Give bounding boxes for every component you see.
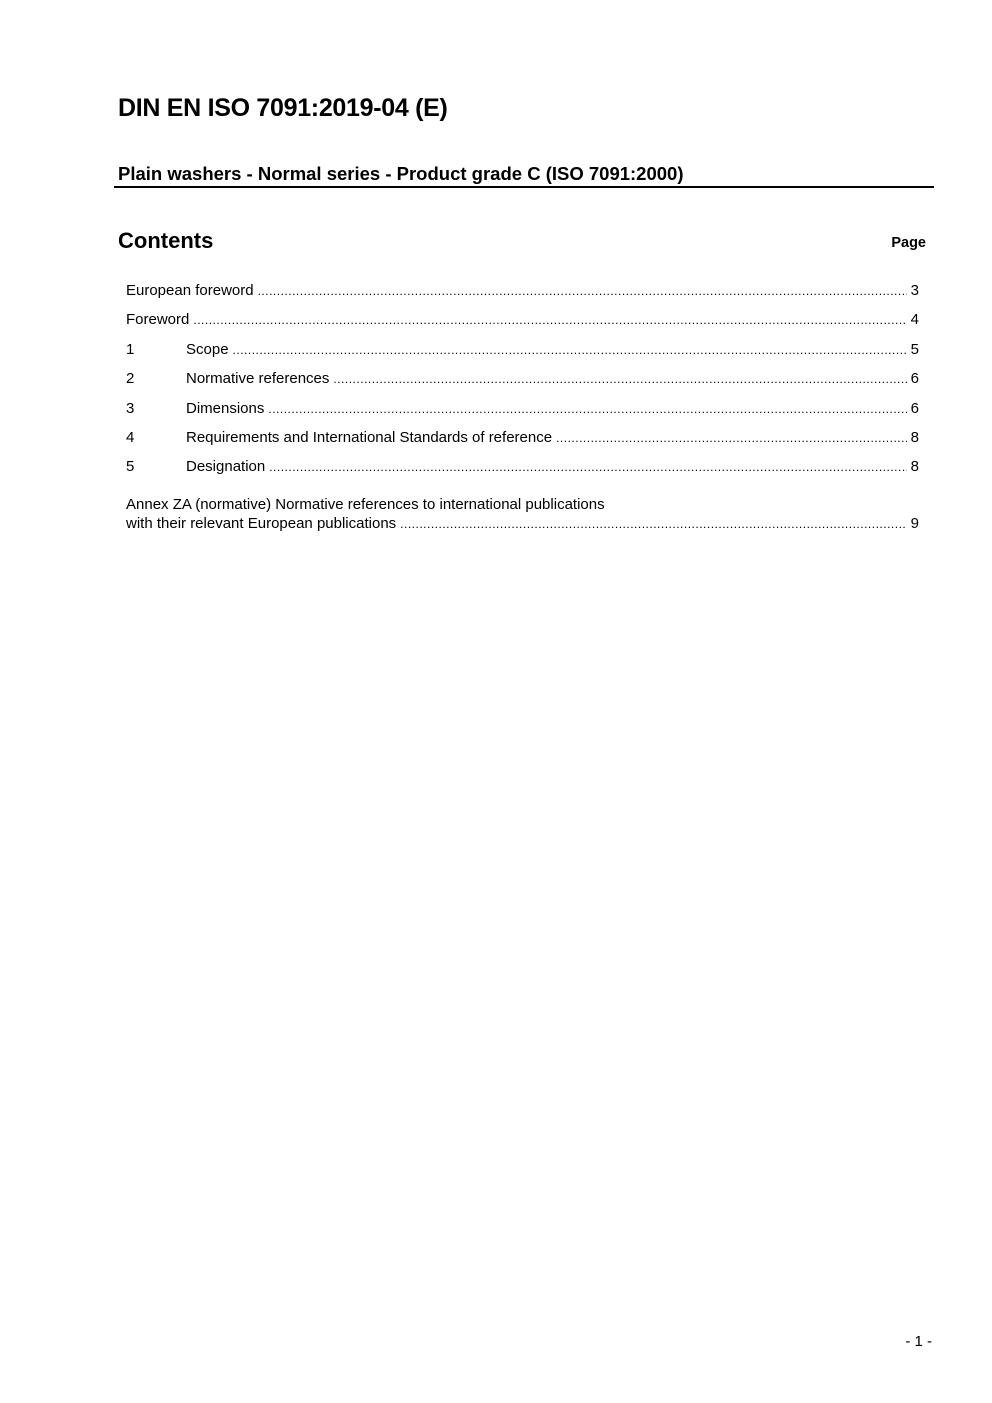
toc-entry-european-foreword[interactable] [126,282,919,311]
toc-dot-leader [193,313,906,327]
toc-entry-page: 8 [910,428,919,446]
toc-entry-scope[interactable] [126,341,919,370]
annex-normative-note: (normative) [195,495,272,513]
toc-entry-normative-references[interactable] [126,370,919,399]
toc-dot-leader [269,460,906,474]
annex-title-line-2 [126,515,919,532]
page-column-heading: Page [891,235,926,251]
annex-prefix: Annex ZA [126,495,192,513]
toc-entry-number: 1 [126,340,135,358]
toc-dot-leader [268,402,906,416]
toc-dot-leader [258,284,907,298]
table-of-contents [126,282,919,532]
toc-entry-page: 9 [910,514,919,532]
toc-entry-label: Requirements and International Standards of reference [186,428,553,446]
toc-entry-requirements[interactable] [126,429,919,458]
toc-entry-page: 3 [910,282,919,299]
annex-title-line-1 [126,496,919,515]
toc-entry-page: 5 [910,340,919,358]
toc-entry-label: Normative references [186,370,330,388]
toc-entry-label: Designation [186,458,266,476]
contents-heading: Contents [118,228,214,253]
document-subtitle: Plain washers - Normal series - Product grade C (ISO 7091:2000) [118,163,684,184]
toc-entry-label: Scope [186,340,229,358]
document-id: DIN EN ISO 7091:2019-04 (E) [118,94,448,122]
toc-entry-annex-za[interactable] [126,496,919,532]
annex-title-part-1: Normative references to international publications [275,495,605,513]
toc-entry-dimensions[interactable] [126,400,919,429]
toc-entry-foreword[interactable] [126,311,919,340]
toc-entry-page: 8 [910,458,919,476]
toc-dot-leader [556,431,907,445]
toc-entry-page: 6 [910,399,919,417]
toc-entry-number: 3 [126,399,135,417]
page-number: - 1 - [905,1333,932,1350]
toc-entry-number: 2 [126,370,135,388]
toc-entry-label: Dimensions [186,399,265,417]
toc-dot-leader [233,343,907,357]
toc-entry-number: 4 [126,428,135,446]
toc-dot-leader [333,372,906,386]
toc-entry-designation[interactable] [126,458,919,487]
toc-entry-label: European foreword [126,282,254,299]
toc-entry-label: Foreword [126,311,190,329]
toc-entry-page: 6 [910,370,919,388]
annex-title-part-2: with their relevant European publications [126,514,397,532]
title-underline [114,186,934,188]
toc-entry-number: 5 [126,458,135,476]
toc-dot-leader [400,517,906,531]
toc-entry-page: 4 [910,311,919,329]
